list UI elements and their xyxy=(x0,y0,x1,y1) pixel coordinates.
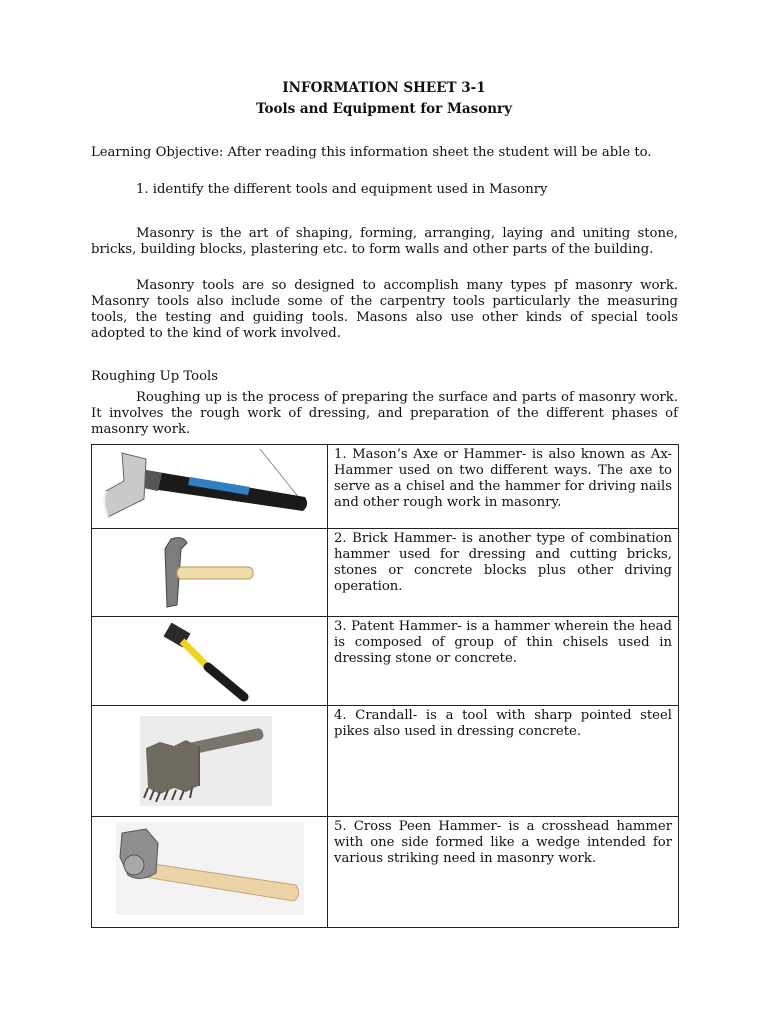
sheet-title: INFORMATION SHEET 3-1 xyxy=(282,80,486,96)
intro-paragraph-2: Masonry tools are so designed to accomplish many types pf masonry work. Masonry tools also include some of the carpentry tools particularly the measuring tools, the testing and guiding tools. Masons also use other kinds of special tools adopted to the kind of work involved. xyxy=(91,278,678,341)
objective-item: 1. identify the different tools and equipment used in Masonry xyxy=(136,182,548,197)
brick-hammer-icon xyxy=(157,535,257,611)
patent-hammer-icon xyxy=(158,623,252,703)
tool-image-cell xyxy=(92,817,328,928)
table-row xyxy=(92,706,679,817)
section-heading: Roughing Up Tools xyxy=(91,369,219,384)
sheet-subtitle: Tools and Equipment for Masonry xyxy=(255,101,513,117)
learning-objective: Learning Objective: After reading this information sheet the student will be able to. xyxy=(91,145,652,160)
table-row xyxy=(92,445,679,529)
tool-image-cell xyxy=(92,706,328,817)
tool-description: 2. Brick Hammer- is another type of combination hammer used for dressing and cutting bricks, stones or concrete blocks plus other driving operation. xyxy=(328,529,679,617)
table-row xyxy=(92,529,679,617)
tool-description: 5. Cross Peen Hammer- is a crosshead hammer with one side formed like a wedge intended for various striking need in masonry work. xyxy=(328,817,679,928)
crandall-icon xyxy=(140,716,272,806)
section-body: Roughing up is the process of preparing the surface and parts of masonry work. It involves the rough work of dressing, and preparation of the different phases of masonry work. xyxy=(91,390,678,437)
table-row xyxy=(92,817,679,928)
masons-axe-icon xyxy=(100,447,312,525)
tool-description: 3. Patent Hammer- is a hammer wherein the head is composed of group of thin chisels used in dressing stone or concrete. xyxy=(328,617,679,706)
tool-image-cell xyxy=(92,529,328,617)
table-row xyxy=(92,617,679,706)
tools-table xyxy=(91,444,679,928)
tool-image-cell xyxy=(92,445,328,529)
intro-paragraph-1: Masonry is the art of shaping, forming, arranging, laying and uniting stone, bricks, building blocks, plastering etc. to form walls and other parts of the building. xyxy=(91,226,678,257)
tool-image-cell xyxy=(92,617,328,706)
tool-description: 1. Mason’s Axe or Hammer- is also known as Ax-Hammer used on two different ways. The axe to serve as a chisel and the hammer for driving nails and other rough work in masonry. xyxy=(328,445,679,529)
cross-peen-hammer-icon xyxy=(116,823,304,915)
tool-description: 4. Crandall- is a tool with sharp pointed steel pikes also used in dressing concrete. xyxy=(328,706,679,817)
